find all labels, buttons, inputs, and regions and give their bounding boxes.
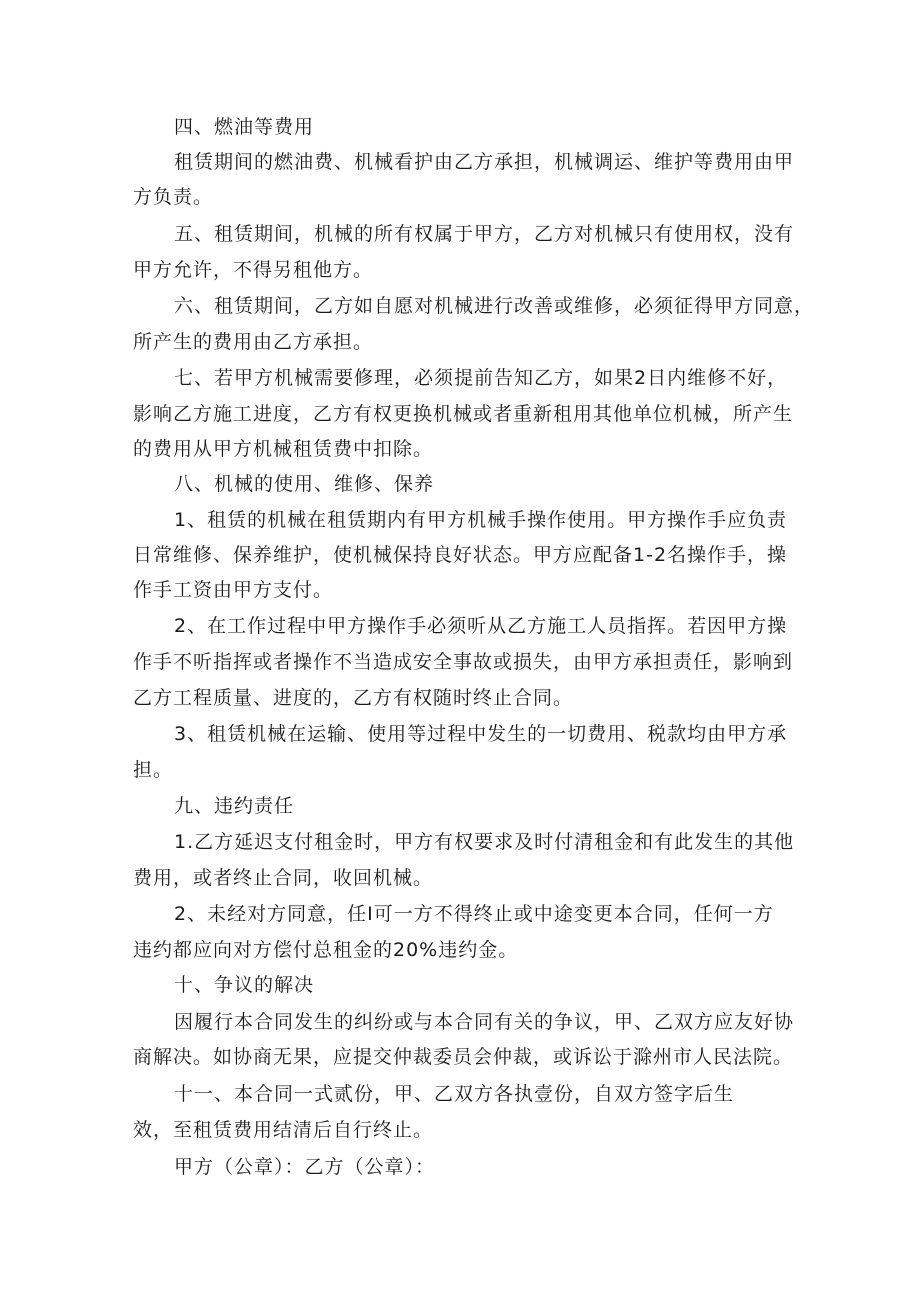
item-two-line: 作手不听指挥或者操作不当造成安全事故或损失，由甲方承担责任，影响到 (133, 651, 794, 673)
item-one-line: 日常维修、保养维护，使机械保持良好状态。甲方应配备1-2名操作手，操 (133, 544, 788, 566)
signature-line: 甲方（公章）：乙方（公章）： (174, 1156, 436, 1178)
item-one-line: 1、租赁的机械在租赁期内有甲方机械手操作使用。甲方操作手应负责 (174, 509, 788, 531)
heading-machine-use: 八、机械的使用、维修、保养 (174, 473, 435, 495)
heading-dispute-resolution: 十、争议的解决 (174, 974, 315, 996)
clause-eleven-line: 效，至租赁费用结清后自行终止。 (133, 1119, 434, 1141)
item-two-line: 2、在工作过程中甲方操作手必须听从乙方施工人员指挥。若因甲方操 (174, 615, 788, 637)
clause-seven-line: 的费用从甲方机械租赁费中扣除。 (133, 438, 434, 460)
paragraph-line: 租赁期间的燃油费、机械看护由乙方承担，机械调运、维护等费用由甲 (174, 151, 795, 173)
breach-item-two-line: 违约都应向对方偿付总租金的20%违约金。 (133, 939, 519, 961)
item-three-line: 担。 (133, 759, 174, 781)
dispute-paragraph-line: 因履行本合同发生的纠纷或与本合同有关的争议，甲、乙双方应友好协 (174, 1011, 795, 1033)
breach-item-one-line: 费用，或者终止合同，收回机械。 (133, 867, 434, 889)
breach-item-two-line: 2、未经对方同意，任I可一方不得终止或中途变更本合同，任何一方 (174, 903, 774, 925)
clause-five-line: 五、租赁期间，机械的所有权属于甲方，乙方对机械只有使用权，没有 (174, 223, 795, 245)
clause-six-line: 六、租赁期间，乙方如自愿对机械进行改善或维修，必须征得甲方同意， (174, 295, 815, 317)
clause-seven-line: 影响乙方施工进度，乙方有权更换机械或者重新租用其他单位机械，所产生 (133, 403, 794, 425)
clause-eleven-line: 十一、本合同一式贰份，甲、乙双方各执壹份，自双方签字后生 (174, 1083, 735, 1105)
heading-breach-liability: 九、违约责任 (174, 795, 295, 817)
dispute-paragraph-line: 商解决。如协商无果，应提交仲裁委员会仲裁，或诉讼于滁州市人民法院。 (133, 1046, 794, 1068)
paragraph-line: 方负责。 (133, 186, 214, 208)
item-one-line: 作手工资由甲方支付。 (133, 579, 334, 601)
heading-fuel-costs: 四、燃油等费用 (174, 116, 315, 138)
clause-seven-line: 七、若甲方机械需要修理，必须提前告知乙方，如果2日内维修不好， (174, 367, 788, 389)
clause-six-line: 所产生的费用由乙方承担。 (133, 331, 374, 353)
item-three-line: 3、租赁机械在运输、使用等过程中发生的一切费用、税款均由甲方承 (174, 723, 788, 745)
breach-item-one-line: 1.乙方延迟支付租金时，甲方有权要求及时付清租金和有此发生的其他 (174, 831, 795, 853)
item-two-line: 乙方工程质量、进度的，乙方有权随时终止合同。 (133, 687, 574, 709)
clause-five-line: 甲方允许，不得另租他方。 (133, 259, 374, 281)
